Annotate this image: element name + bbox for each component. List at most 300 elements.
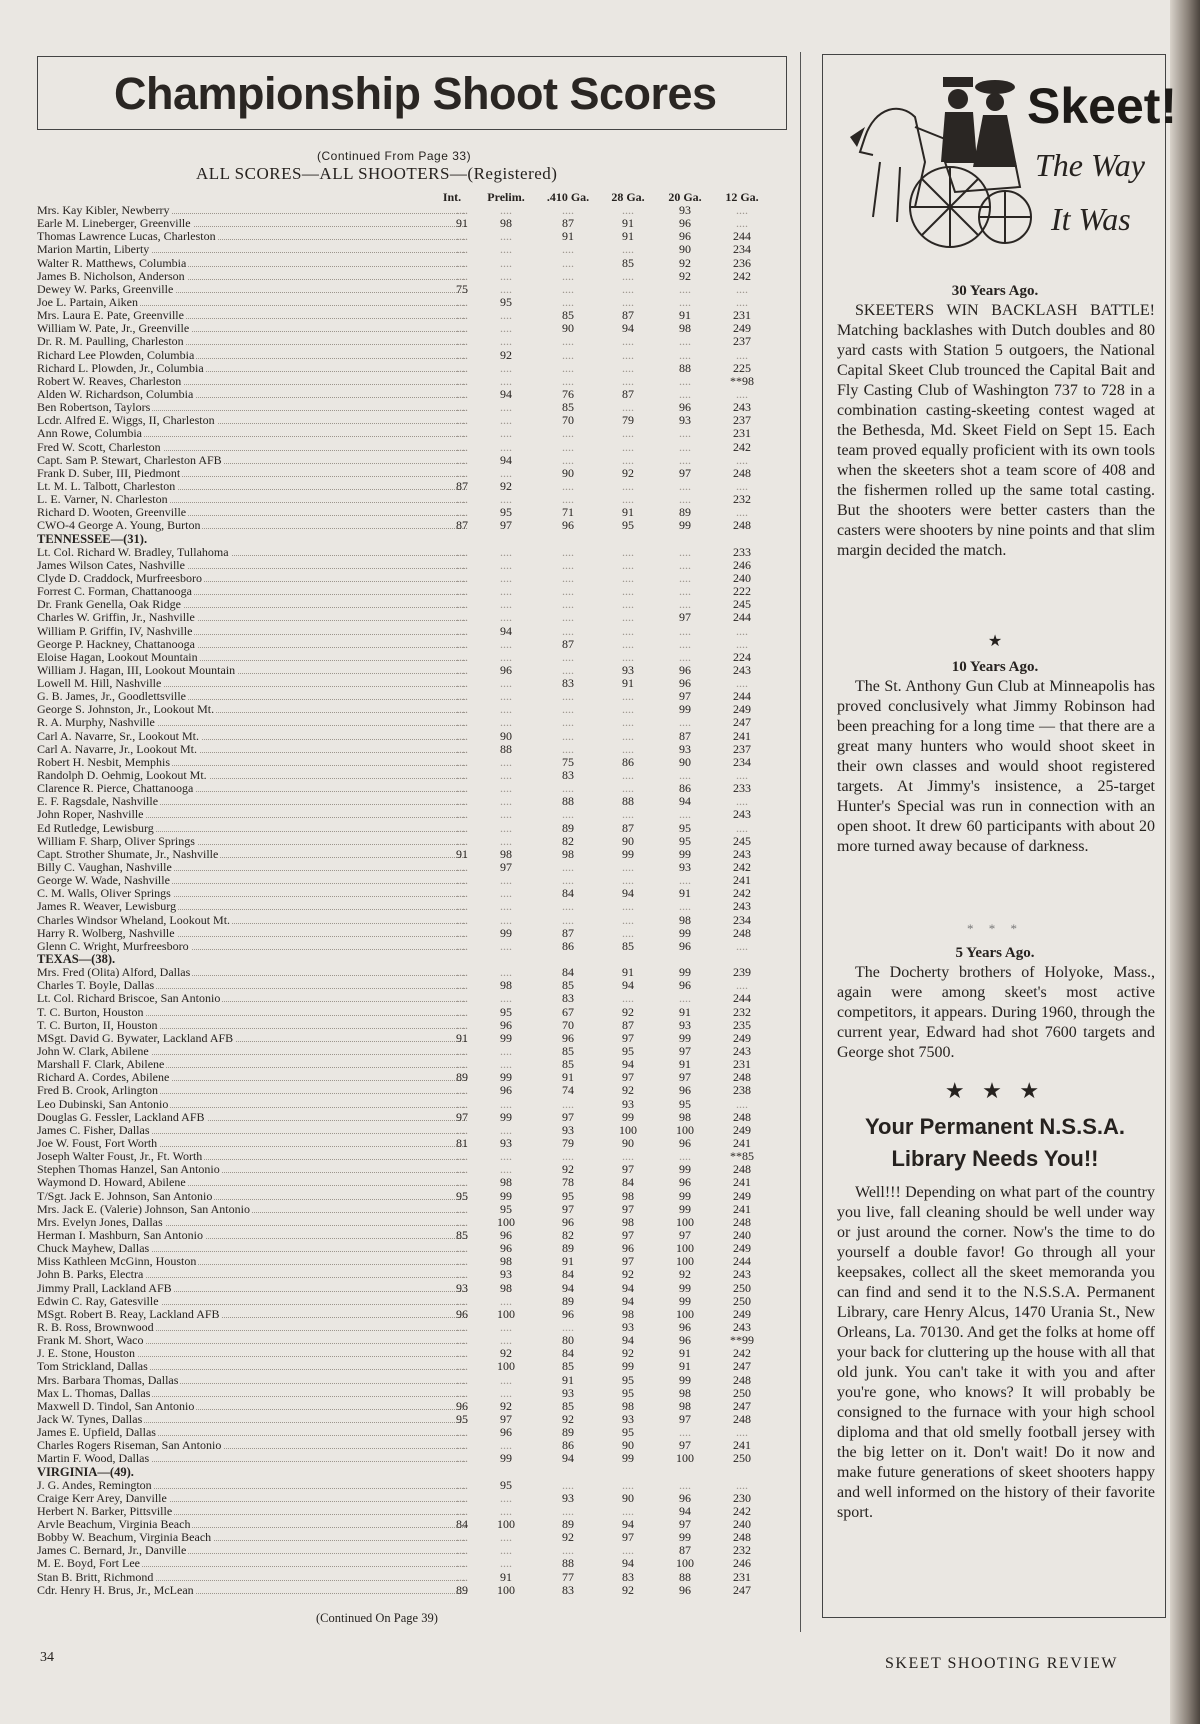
shooter-name: Jimmy Prall, Lackland AFB bbox=[37, 1280, 172, 1295]
score-cell: 99 bbox=[622, 1451, 634, 1466]
score-cell: .... bbox=[679, 452, 691, 467]
shooter-name: Robert H. Nesbit, Memphis bbox=[37, 754, 170, 769]
score-cell: .... bbox=[456, 689, 468, 704]
shooter-name: Ed Rutledge, Lewisburg bbox=[37, 820, 154, 835]
table-row bbox=[37, 1176, 802, 1189]
score-cell: 95 bbox=[679, 833, 691, 848]
shooter-name: Richard L. Plowden, Jr., Columbia bbox=[37, 360, 204, 375]
score-cell: .... bbox=[456, 1319, 468, 1334]
score-cell: 232 bbox=[733, 492, 751, 507]
shooter-name: Mrs. Evelyn Jones, Dallas bbox=[37, 1214, 163, 1229]
score-cell: 93 bbox=[622, 1096, 634, 1111]
score-cell: .... bbox=[456, 754, 468, 769]
score-cell: 87 bbox=[562, 216, 574, 231]
score-cell: 96 bbox=[500, 1227, 512, 1242]
score-cell: 98 bbox=[679, 1385, 691, 1400]
score-cell: 99 bbox=[500, 1451, 512, 1466]
score-cell: 97 bbox=[622, 1070, 634, 1085]
score-cell: .... bbox=[500, 544, 512, 559]
score-cell: 95 bbox=[562, 1188, 574, 1203]
score-cell: .... bbox=[500, 373, 512, 388]
score-cell: 98 bbox=[622, 1306, 634, 1321]
shooter-name: Waymond D. Howard, Abilene bbox=[37, 1175, 186, 1190]
shooter-name: Edwin C. Ray, Gatesville bbox=[37, 1293, 159, 1308]
score-cell: .... bbox=[500, 1490, 512, 1505]
score-cell: 94 bbox=[622, 1556, 634, 1571]
table-row bbox=[37, 1190, 802, 1203]
score-cell: 241 bbox=[733, 1438, 751, 1453]
score-cell: 99 bbox=[679, 1188, 691, 1203]
table-row bbox=[37, 467, 802, 480]
score-cell: 247 bbox=[733, 1359, 751, 1374]
score-cell: 90 bbox=[562, 321, 574, 336]
score-cell: 95 bbox=[679, 1096, 691, 1111]
score-cell: 92 bbox=[679, 255, 691, 270]
score-cell: .... bbox=[500, 360, 512, 375]
shooter-name: Fred B. Crook, Arlington bbox=[37, 1083, 159, 1098]
shooter-name: Chuck Mayhew, Dallas bbox=[37, 1241, 150, 1256]
score-cell: .... bbox=[562, 1543, 574, 1558]
shooter-name: Bobby W. Beachum, Virginia Beach bbox=[37, 1530, 212, 1545]
score-cell: **85 bbox=[730, 1149, 754, 1164]
score-cell: 99 bbox=[622, 846, 634, 861]
score-cell: .... bbox=[736, 294, 748, 309]
shooter-name: Joe L. Partain, Aiken bbox=[37, 294, 138, 309]
score-cell: 96 bbox=[679, 229, 691, 244]
score-cell: 231 bbox=[733, 308, 751, 323]
score-cell: 90 bbox=[622, 1438, 634, 1453]
score-cell: .... bbox=[622, 610, 634, 625]
score-cell: .... bbox=[500, 833, 512, 848]
shooter-name: Marshall F. Clark, Abilene bbox=[37, 1057, 165, 1072]
score-cell: 89 bbox=[456, 1582, 468, 1597]
table-row bbox=[37, 1282, 802, 1295]
score-cell: 95 bbox=[500, 1004, 512, 1019]
score-cell: 90 bbox=[500, 728, 512, 743]
score-cell: 97 bbox=[622, 1254, 634, 1269]
score-cell: 248 bbox=[733, 1214, 751, 1229]
score-cell: .... bbox=[736, 820, 748, 835]
score-cell: 231 bbox=[733, 1057, 751, 1072]
score-cell: 98 bbox=[679, 1109, 691, 1124]
score-cell: .... bbox=[456, 807, 468, 822]
table-row bbox=[37, 1400, 802, 1413]
shooter-name: Thomas Lawrence Lucas, Charleston bbox=[37, 229, 216, 244]
score-cell: 96 bbox=[679, 676, 691, 691]
score-cell: .... bbox=[622, 452, 634, 467]
score-cell: 97 bbox=[500, 518, 512, 533]
score-cell: 89 bbox=[562, 820, 574, 835]
score-cell: .... bbox=[456, 1425, 468, 1440]
score-cell: 243 bbox=[733, 1319, 751, 1334]
score-cell: 248 bbox=[733, 518, 751, 533]
score-cell: 91 bbox=[679, 1359, 691, 1374]
score-cell: 99 bbox=[500, 1030, 512, 1045]
score-cell: .... bbox=[562, 268, 574, 283]
score-cell: 97 bbox=[679, 1227, 691, 1242]
score-cell: 248 bbox=[733, 1530, 751, 1545]
score-cell: 85 bbox=[622, 255, 634, 270]
score-cell: .... bbox=[500, 321, 512, 336]
table-row bbox=[37, 243, 802, 256]
score-cell: 249 bbox=[733, 1030, 751, 1045]
score-cell: 90 bbox=[562, 465, 574, 480]
score-cell: .... bbox=[500, 610, 512, 625]
score-cell: .... bbox=[679, 557, 691, 572]
score-cell: .... bbox=[456, 781, 468, 796]
shooter-name: Joe W. Foust, Fort Worth bbox=[37, 1135, 158, 1150]
score-cell: 87 bbox=[622, 820, 634, 835]
table-row bbox=[37, 454, 802, 467]
score-cell: 249 bbox=[733, 1306, 751, 1321]
score-cell: .... bbox=[562, 623, 574, 638]
score-cell: .... bbox=[622, 689, 634, 704]
score-cell: 84 bbox=[456, 1517, 468, 1532]
score-cell: .... bbox=[456, 899, 468, 914]
score-cell: 93 bbox=[679, 741, 691, 756]
score-cell: 95 bbox=[622, 1425, 634, 1440]
score-cell: .... bbox=[500, 636, 512, 651]
score-cell: .... bbox=[679, 768, 691, 783]
score-cell: 88 bbox=[562, 1556, 574, 1571]
shooter-name: Craige Kerr Arey, Danville bbox=[37, 1490, 167, 1505]
score-cell: .... bbox=[456, 255, 468, 270]
score-cell: .... bbox=[500, 465, 512, 480]
score-cell: .... bbox=[679, 347, 691, 362]
score-cell: 94 bbox=[622, 1280, 634, 1295]
score-cell: .... bbox=[736, 978, 748, 993]
score-cell: .... bbox=[500, 794, 512, 809]
score-cell: .... bbox=[622, 203, 634, 217]
score-cell: 96 bbox=[679, 216, 691, 231]
shooter-name: George S. Johnston, Jr., Lookout Mt. bbox=[37, 702, 215, 717]
score-cell: .... bbox=[500, 715, 512, 730]
score-cell: 92 bbox=[562, 1530, 574, 1545]
score-cell: 85 bbox=[562, 1398, 574, 1413]
section-30-years-heading: 30 Years Ago. bbox=[951, 283, 1039, 299]
score-cell: 92 bbox=[562, 1162, 574, 1177]
shooter-name: James Wilson Cates, Nashville bbox=[37, 557, 185, 572]
score-cell: 93 bbox=[679, 413, 691, 428]
score-cell: .... bbox=[622, 373, 634, 388]
score-cell: .... bbox=[500, 334, 512, 349]
score-cell: .... bbox=[456, 570, 468, 585]
score-cell: 99 bbox=[679, 1201, 691, 1216]
score-cell: .... bbox=[562, 360, 574, 375]
table-row bbox=[37, 900, 802, 913]
score-cell: .... bbox=[622, 597, 634, 612]
score-cell: 248 bbox=[733, 1070, 751, 1085]
score-cell: 99 bbox=[679, 925, 691, 940]
score-cell: .... bbox=[562, 1503, 574, 1518]
score-cell: .... bbox=[456, 1096, 468, 1111]
score-cell: 234 bbox=[733, 912, 751, 927]
score-cell: .... bbox=[456, 636, 468, 651]
shooter-name: James E. Upfield, Dallas bbox=[37, 1425, 156, 1440]
shooter-name: Billy C. Vaughan, Nashville bbox=[37, 860, 172, 875]
score-cell: .... bbox=[456, 413, 468, 428]
score-cell: 96 bbox=[500, 1017, 512, 1032]
score-cell: .... bbox=[622, 281, 634, 296]
score-cell: .... bbox=[500, 1057, 512, 1072]
score-cell: .... bbox=[500, 255, 512, 270]
score-cell: .... bbox=[622, 649, 634, 664]
score-cell: 240 bbox=[733, 1517, 751, 1532]
score-cell: 99 bbox=[679, 846, 691, 861]
score-cell: .... bbox=[679, 1149, 691, 1164]
score-cell: .... bbox=[500, 1333, 512, 1348]
score-cell: 225 bbox=[733, 360, 751, 375]
shooter-name: Charles T. Boyle, Dallas bbox=[37, 978, 155, 993]
score-cell: .... bbox=[679, 636, 691, 651]
score-cell: .... bbox=[500, 768, 512, 783]
library-text: Well!!! Depending on what part of the country you live, fall cleaning should be well under way or just around the corner. Now's the time to do yourself a double favor! Go through all your keepsakes, collect all the skeet memoranda you can find and send it to the N.S.S.A. Permanent Library, care Henry Alcus, 1470 Urania St., New Orleans, La. 70130. And get the folks at home off your back for cluttering up the house with all that old junk. You can't take it with you and after you're gone, who knows? It will probably be consigned to the furnace with your high school diploma and that old smelly football jersey with the big letter on it. Don't wait! Do it now and make future generations of skeet shooters happy and well informed on the history of their favorite sport. bbox=[837, 1184, 1155, 1521]
score-cell: 90 bbox=[679, 754, 691, 769]
score-cell: .... bbox=[500, 1162, 512, 1177]
score-cell: 94 bbox=[562, 1451, 574, 1466]
shooter-name: Earle M. Lineberger, Greenville bbox=[37, 216, 191, 231]
score-cell: 91 bbox=[562, 1070, 574, 1085]
score-cell: .... bbox=[456, 1162, 468, 1177]
shooter-name: Lt. Col. Richard Briscoe, San Antonio bbox=[37, 991, 221, 1006]
score-cell: 88 bbox=[500, 741, 512, 756]
score-cell: 86 bbox=[679, 781, 691, 796]
score-cell: 250 bbox=[733, 1280, 751, 1295]
shooter-name: Leo Dubinski, San Antonio bbox=[37, 1096, 169, 1111]
table-row bbox=[37, 1019, 802, 1032]
score-cell: .... bbox=[736, 768, 748, 783]
shooter-name: E. F. Ragsdale, Nashville bbox=[37, 794, 159, 809]
score-cell: 87 bbox=[622, 386, 634, 401]
title-box bbox=[37, 56, 787, 130]
score-cell: 222 bbox=[733, 584, 751, 599]
score-cell: 240 bbox=[733, 1227, 751, 1242]
score-cell: 84 bbox=[622, 1175, 634, 1190]
score-cell: 246 bbox=[733, 1556, 751, 1571]
score-cell: 99 bbox=[500, 1070, 512, 1085]
score-cell: .... bbox=[622, 741, 634, 756]
table-row bbox=[37, 1111, 802, 1124]
score-cell: 85 bbox=[562, 978, 574, 993]
score-cell: .... bbox=[622, 478, 634, 493]
score-cell: .... bbox=[622, 912, 634, 927]
shooter-name: John W. Clark, Abilene bbox=[37, 1044, 149, 1058]
score-cell: 97 bbox=[679, 1070, 691, 1085]
score-cell: .... bbox=[736, 281, 748, 296]
score-cell: .... bbox=[562, 1319, 574, 1334]
shooter-name: Fred W. Scott, Charleston bbox=[37, 439, 161, 454]
score-cell: 232 bbox=[733, 1004, 751, 1019]
score-cell: 93 bbox=[679, 203, 691, 217]
shooter-name: William W. Pate, Jr., Greenville bbox=[37, 321, 190, 336]
col-head-prelim: Prelim. bbox=[487, 190, 525, 204]
score-cell: 100 bbox=[676, 1122, 694, 1137]
score-cell: .... bbox=[456, 1201, 468, 1216]
score-cell: .... bbox=[456, 1438, 468, 1453]
score-cell: .... bbox=[456, 597, 468, 612]
score-cell: .... bbox=[456, 833, 468, 848]
table-row bbox=[37, 349, 802, 362]
score-cell: .... bbox=[456, 1004, 468, 1019]
shooter-name: George W. Wade, Nashville bbox=[37, 873, 170, 888]
score-cell: 92 bbox=[679, 1267, 691, 1282]
shooter-name: Joseph Walter Foust, Jr., Ft. Worth bbox=[37, 1149, 203, 1164]
score-cell: .... bbox=[622, 1503, 634, 1518]
score-cell: .... bbox=[562, 255, 574, 270]
score-cell: .... bbox=[456, 1175, 468, 1190]
score-cell: .... bbox=[456, 965, 468, 980]
score-cell: .... bbox=[622, 1149, 634, 1164]
table-row bbox=[37, 638, 802, 651]
score-cell: 97 bbox=[679, 610, 691, 625]
shooter-name: George P. Hackney, Chattanooga bbox=[37, 636, 195, 651]
score-cell: 244 bbox=[733, 1254, 751, 1269]
score-cell: .... bbox=[562, 492, 574, 507]
score-cell: 94 bbox=[562, 1280, 574, 1295]
score-cell: .... bbox=[500, 597, 512, 612]
table-row bbox=[37, 927, 802, 940]
score-cell: .... bbox=[679, 584, 691, 599]
score-cell: 248 bbox=[733, 1372, 751, 1387]
score-cell: .... bbox=[456, 1017, 468, 1032]
score-cell: 91 bbox=[456, 1030, 468, 1045]
shooter-name: R. A. Murphy, Nashville bbox=[37, 715, 155, 730]
shooter-name: M. E. Boyd, Fort Lee bbox=[37, 1556, 140, 1571]
table-row bbox=[37, 519, 802, 532]
score-cell: 87 bbox=[622, 1017, 634, 1032]
score-cell: 96 bbox=[679, 1175, 691, 1190]
score-cell: 100 bbox=[676, 1254, 694, 1269]
score-cell: .... bbox=[622, 439, 634, 454]
score-cell: .... bbox=[500, 689, 512, 704]
score-cell: 249 bbox=[733, 321, 751, 336]
score-cell: .... bbox=[500, 1385, 512, 1400]
score-cell: 85 bbox=[622, 938, 634, 953]
score-cell: .... bbox=[622, 623, 634, 638]
score-cell: .... bbox=[622, 294, 634, 309]
shooter-name: Frank M. Short, Waco bbox=[37, 1333, 144, 1348]
shooter-name: Eloise Hagan, Lookout Mountain bbox=[37, 649, 198, 664]
shooter-name: James C. Fisher, Dallas bbox=[37, 1122, 150, 1137]
score-cell: .... bbox=[679, 570, 691, 585]
score-cell: .... bbox=[456, 623, 468, 638]
score-cell: .... bbox=[679, 373, 691, 388]
score-cell: .... bbox=[456, 978, 468, 993]
score-cell: 95 bbox=[622, 518, 634, 533]
score-cell: 248 bbox=[733, 1411, 751, 1426]
score-cell: .... bbox=[500, 268, 512, 283]
score-cell: 98 bbox=[500, 216, 512, 231]
score-cell: .... bbox=[456, 860, 468, 875]
score-cell: .... bbox=[456, 373, 468, 388]
score-cell: 89 bbox=[456, 1070, 468, 1085]
score-cell: .... bbox=[456, 557, 468, 572]
score-cell: 241 bbox=[733, 1135, 751, 1150]
score-cell: 89 bbox=[562, 1293, 574, 1308]
score-cell: .... bbox=[679, 1477, 691, 1492]
score-cell: 90 bbox=[679, 242, 691, 257]
score-cell: 99 bbox=[679, 1530, 691, 1545]
score-cell: 100 bbox=[497, 1359, 515, 1374]
score-cell: 233 bbox=[733, 781, 751, 796]
page-number: 34 bbox=[40, 1650, 54, 1665]
score-cell: 94 bbox=[622, 886, 634, 901]
score-cell: 248 bbox=[733, 465, 751, 480]
shooter-name: CWO-4 George A. Young, Burton bbox=[37, 518, 201, 533]
score-cell: 99 bbox=[679, 1280, 691, 1295]
score-cell: .... bbox=[736, 505, 748, 520]
score-cell: 94 bbox=[500, 386, 512, 401]
shooter-name: Dewey W. Parks, Greenville bbox=[37, 281, 174, 296]
score-cell: 242 bbox=[733, 268, 751, 283]
score-cell: 96 bbox=[562, 1306, 574, 1321]
score-cell: 244 bbox=[733, 610, 751, 625]
score-cell: 247 bbox=[733, 715, 751, 730]
score-cell: .... bbox=[679, 899, 691, 914]
score-cell: 92 bbox=[562, 1411, 574, 1426]
score-cell: .... bbox=[736, 347, 748, 362]
score-cell: 96 bbox=[562, 518, 574, 533]
score-cell: 83 bbox=[622, 1569, 634, 1584]
state-name: TEXAS—(38). bbox=[37, 952, 116, 967]
score-cell: 74 bbox=[562, 1083, 574, 1098]
page-title: Championship Shoot Scores bbox=[114, 68, 717, 119]
score-cell: 97 bbox=[622, 1227, 634, 1242]
score-cell: .... bbox=[562, 807, 574, 822]
magazine-name: SKEET SHOOTING REVIEW bbox=[885, 1655, 1118, 1672]
shooter-name: Randolph D. Oehmig, Lookout Mt. bbox=[37, 768, 207, 783]
score-cell: 97 bbox=[679, 1411, 691, 1426]
score-cell: .... bbox=[500, 886, 512, 901]
shooter-name: Mrs. Jack E. (Valerie) Johnson, San Antonio bbox=[37, 1201, 250, 1216]
score-cell: 97 bbox=[500, 1411, 512, 1426]
score-cell: .... bbox=[562, 1096, 574, 1111]
score-cell: .... bbox=[562, 912, 574, 927]
score-cell: .... bbox=[456, 386, 468, 401]
continued-from-note: (Continued From Page 33) bbox=[317, 149, 472, 163]
score-cell: 92 bbox=[622, 1582, 634, 1597]
score-cell: 93 bbox=[622, 662, 634, 677]
score-cell: .... bbox=[456, 1346, 468, 1361]
score-cell: 92 bbox=[679, 268, 691, 283]
shooter-name: MSgt. Robert B. Reay, Lackland AFB bbox=[37, 1306, 220, 1321]
state-heading-row bbox=[37, 533, 802, 546]
score-cell: 242 bbox=[733, 1503, 751, 1518]
score-cell: 92 bbox=[622, 1267, 634, 1282]
score-cell: .... bbox=[500, 281, 512, 296]
score-cell: 250 bbox=[733, 1385, 751, 1400]
score-cell: 96 bbox=[500, 1083, 512, 1098]
table-row bbox=[37, 1295, 802, 1308]
score-cell: 82 bbox=[562, 833, 574, 848]
score-cell: 97 bbox=[679, 1517, 691, 1532]
shooter-name: Ben Robertson, Taylors bbox=[37, 400, 151, 415]
score-cell: 96 bbox=[679, 1083, 691, 1098]
score-cell: 241 bbox=[733, 728, 751, 743]
score-cell: 94 bbox=[622, 978, 634, 993]
score-cell: 91 bbox=[456, 216, 468, 231]
score-cell: .... bbox=[679, 597, 691, 612]
score-cell: .... bbox=[456, 1372, 468, 1387]
score-cell: .... bbox=[500, 570, 512, 585]
score-cell: .... bbox=[562, 439, 574, 454]
score-cell: .... bbox=[622, 715, 634, 730]
shooter-name: Lt. Col. Richard W. Bradley, Tullahoma bbox=[37, 544, 229, 559]
score-cell: 100 bbox=[676, 1306, 694, 1321]
score-cell: 239 bbox=[733, 965, 751, 980]
score-cell: 245 bbox=[733, 597, 751, 612]
shooter-name: James R. Weaver, Lewisburg bbox=[37, 899, 177, 914]
